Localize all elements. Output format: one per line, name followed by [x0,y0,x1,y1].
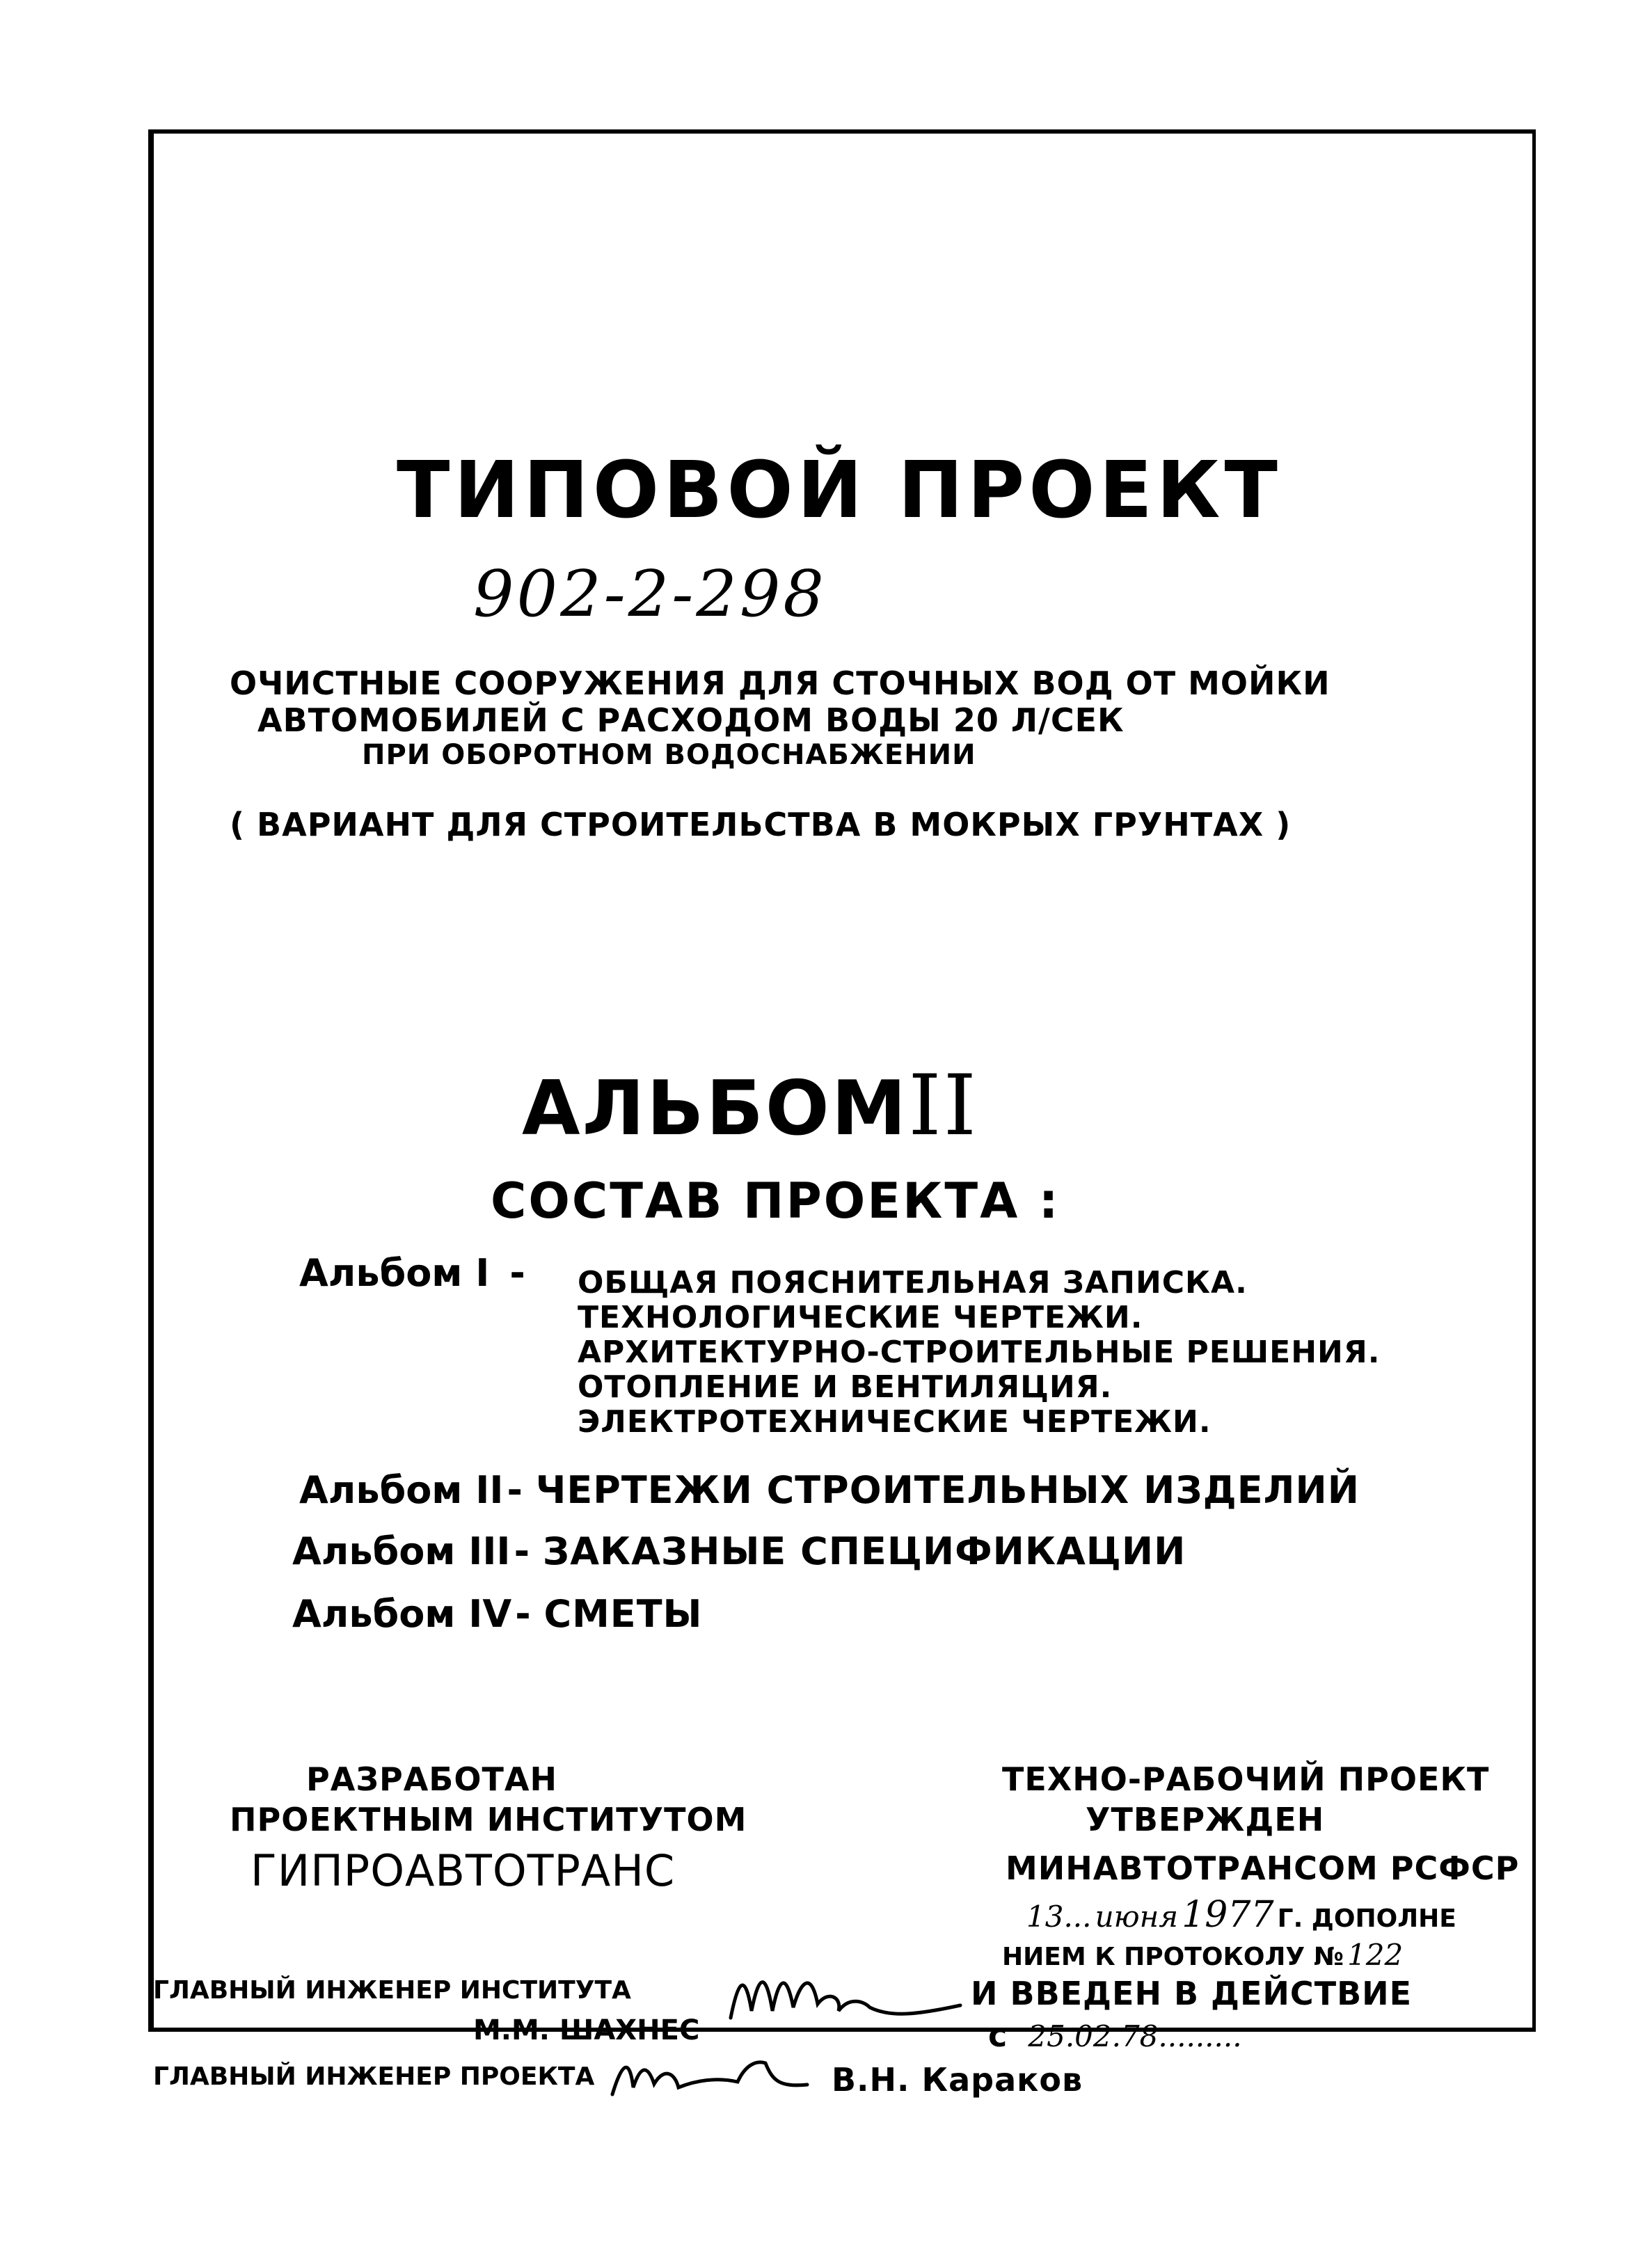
institute-engineer-signature [724,1941,967,2039]
developer-name: ГИПРОАВТОТРАНС [251,1845,676,1896]
project-engineer-signature [605,2039,814,2115]
dash-separator: - [509,1251,525,1295]
album-3-entry [292,1529,1186,1573]
album-1-line-4: ОТОПЛЕНИЕ И ВЕНТИЛЯЦИЯ. [578,1369,1113,1405]
album-1-entry [299,1251,525,1295]
album-2-entry [299,1468,1360,1512]
approval-date-month: июня [1095,1900,1179,1934]
album-3-label: Альбом III [292,1529,511,1573]
approval-line-5: НИЕМ К ПРОТОКОЛУ № [1002,1943,1344,1971]
album-3-text: ЗАКАЗНЫЕ СПЕЦИФИКАЦИИ [542,1529,1186,1573]
chief-engineer-project-name: В.Н. Караков [832,2061,1083,2099]
album-2-text: ЧЕРТЕЖИ СТРОИТЕЛЬНЫХ ИЗДЕЛИЙ [535,1468,1360,1512]
enactment-prefix: с [988,2016,1008,2054]
album-1-line-2: ТЕХНОЛОГИЧЕСКИЕ ЧЕРТЕЖИ. [578,1300,1143,1335]
composition-heading: СОСТАВ ПРОЕКТА : [491,1172,1061,1230]
enactment-date: 25.02.78 [1028,2019,1159,2053]
approval-line-3: МИНАВТОТРАНСОМ РСФСР [1006,1849,1520,1887]
document-title: ТИПОВОЙ ПРОЕКТ [397,445,1282,536]
project-number: 902-2-298 [473,557,827,631]
chief-engineer-institute-name: М.М. ШАХНЕС [473,2014,700,2046]
approval-line-2: УТВЕРЖДЕН [1086,1801,1325,1838]
album-4-entry [292,1592,702,1636]
dotted-leader: ......... [1158,2019,1242,2053]
album-1-label: Альбом I [299,1251,490,1295]
album-1-line-1: ОБЩАЯ ПОЯСНИТЕЛЬНАЯ ЗАПИСКА. [578,1265,1248,1300]
description-line-2: АВТОМОБИЛЕЙ С РАСХОДОМ ВОДЫ 20 Л/СЕК [257,701,1125,739]
dash-separator: - [507,1468,536,1512]
album-1-line-5: ЭЛЕКТРОТЕХНИЧЕСКИЕ ЧЕРТЕЖИ. [578,1404,1212,1440]
developer-line-2: ПРОЕКТНЫМ ИНСТИТУТОМ [230,1801,747,1838]
album-4-text: СМЕТЫ [543,1592,703,1636]
dash-separator: - [514,1529,543,1573]
approval-date-day: 13 [1026,1900,1064,1934]
developer-line-1: РАЗРАБОТАН [306,1760,557,1798]
protocol-number: 122 [1347,1938,1404,1972]
description-line-1: ОЧИСТНЫЕ СООРУЖЕНИЯ ДЛЯ СТОЧНЫХ ВОД ОТ МОЙКИ [230,665,1331,702]
album-label: АЛЬБОМ [522,1065,909,1152]
approval-line-1: ТЕХНО-РАБОЧИЙ ПРОЕКТ [1002,1760,1490,1798]
protocol-line [1002,1938,1403,1972]
album-4-label: Альбом IV [292,1592,512,1636]
approval-date-line [1026,1894,1456,1936]
dotted-leader: ... [1063,1900,1092,1934]
approval-line-4-suffix: Г. ДОПОЛНЕ [1277,1904,1456,1933]
variant-note: ( ВАРИАНТ ДЛЯ СТРОИТЕЛЬСТВА В МОКРЫХ ГРУНТАХ ) [230,806,1292,843]
album-roman-numeral: II [908,1058,979,1154]
album-2-label: Альбом II [299,1468,504,1512]
dash-separator: - [515,1592,544,1636]
chief-engineer-project-title: ГЛАВНЫЙ ИНЖЕНЕР ПРОЕКТА [153,2062,595,2091]
chief-engineer-institute-title: ГЛАВНЫЙ ИНЖЕНЕР ИНСТИТУТА [153,1976,631,2005]
album-heading [522,1058,978,1154]
enactment-line [988,2016,1242,2054]
album-1-line-3: АРХИТЕКТУРНО-СТРОИТЕЛЬНЫЕ РЕШЕНИЯ. [578,1335,1381,1370]
approval-date-year: 1977 [1182,1894,1274,1936]
description-line-3: ПРИ ОБОРОТНОМ ВОДОСНАБЖЕНИИ [362,739,976,771]
approval-line-6: И ВВЕДЕН В ДЕЙСТВИЕ [971,1975,1413,2012]
